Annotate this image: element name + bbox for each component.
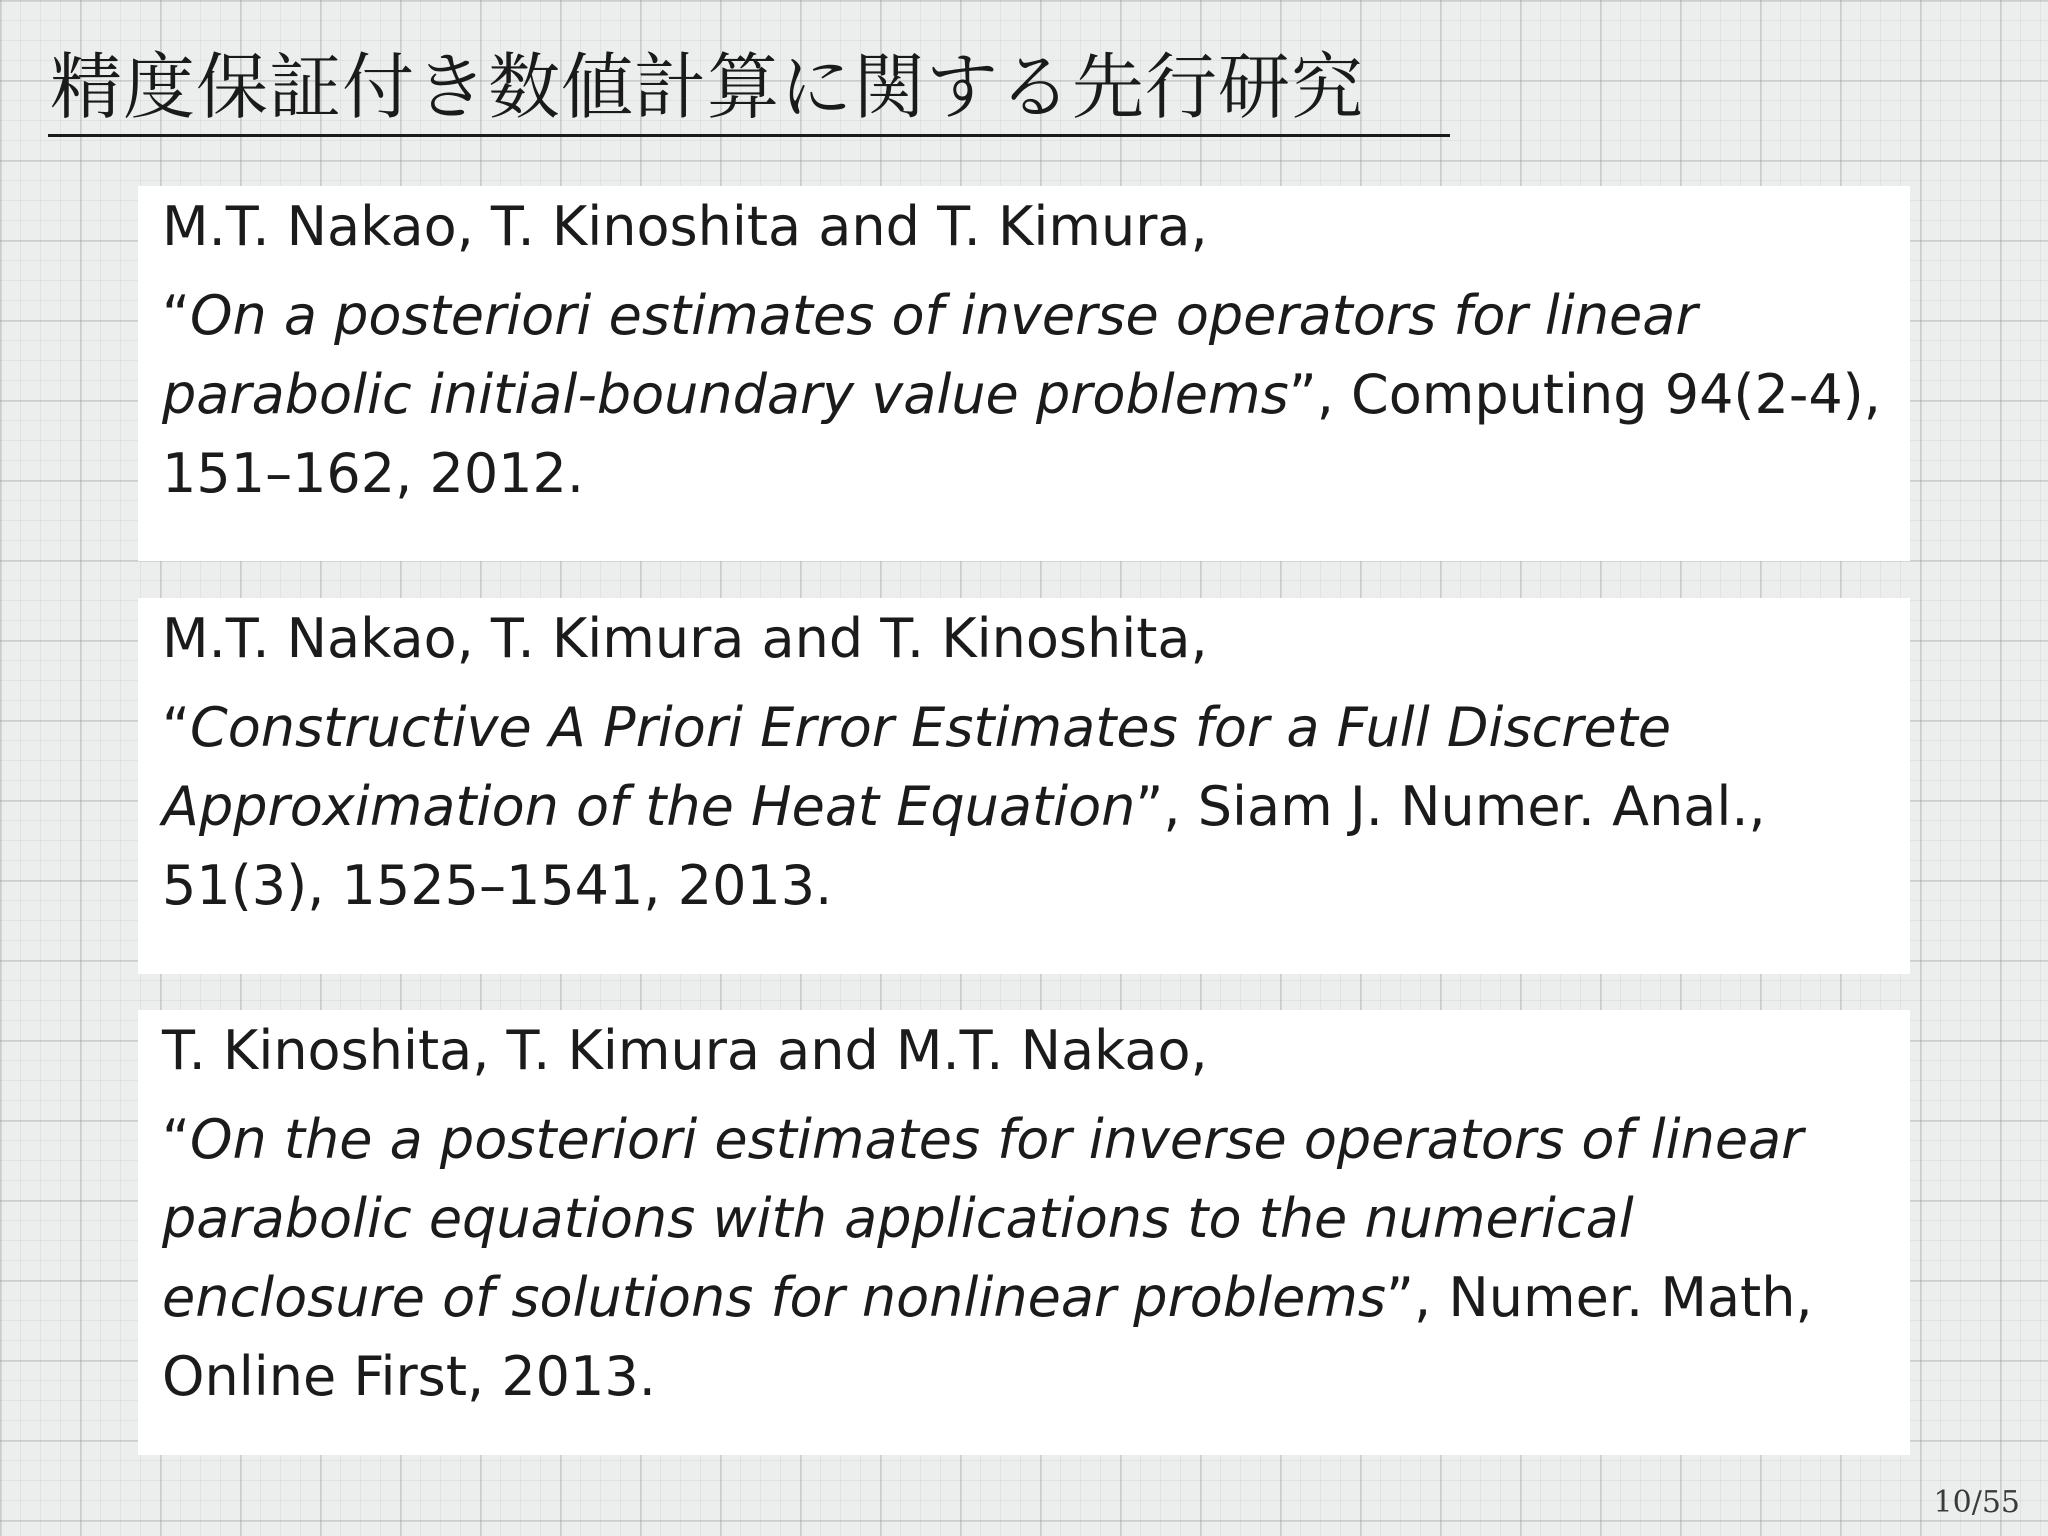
reference-title: On the a posteriori estimates for inverse operators of linear parabolic equations with applications to the numerical enclosure of solutions for nonlinear problems (162, 1108, 1804, 1329)
reference-authors: M.T. Nakao, T. Kimura and T. Kinoshita, (162, 607, 1208, 670)
page-number: 10/55 (1933, 1485, 2020, 1520)
reference-authors: M.T. Nakao, T. Kinoshita and T. Kimura, (162, 195, 1208, 258)
reference-title: On a posteriori estimates of inverse operators for linear parabolic initial-boundary value problems (162, 284, 1698, 426)
reference-block (138, 598, 1910, 974)
reference-citation (162, 1100, 1886, 1416)
close-quote: ” (1135, 775, 1164, 838)
open-quote: “ (162, 284, 190, 347)
reference-source: , Numer. Math, Online First, 2013. (162, 1266, 1813, 1408)
reference-source: , Siam J. Numer. Anal., 51(3), 1525–1541, 2013. (162, 775, 1766, 917)
slide-title: 精度保証付き数値計算に関する先行研究 (50, 45, 1365, 129)
close-quote: ” (1386, 1266, 1415, 1329)
open-quote: “ (162, 1108, 190, 1171)
reference-title: Constructive A Priori Error Estimates for a Full Discrete Approximation of the Heat Equation (162, 696, 1672, 838)
open-quote: “ (162, 696, 190, 759)
reference-citation (162, 688, 1886, 925)
reference-authors: T. Kinoshita, T. Kimura and M.T. Nakao, (162, 1019, 1208, 1082)
title-underline (48, 134, 1450, 137)
close-quote: ” (1288, 363, 1317, 426)
reference-block (138, 1010, 1910, 1455)
reference-block (138, 186, 1910, 561)
reference-source: , Computing 94(2-4), 151–162, 2012. (162, 363, 1881, 505)
reference-citation (162, 276, 1886, 513)
